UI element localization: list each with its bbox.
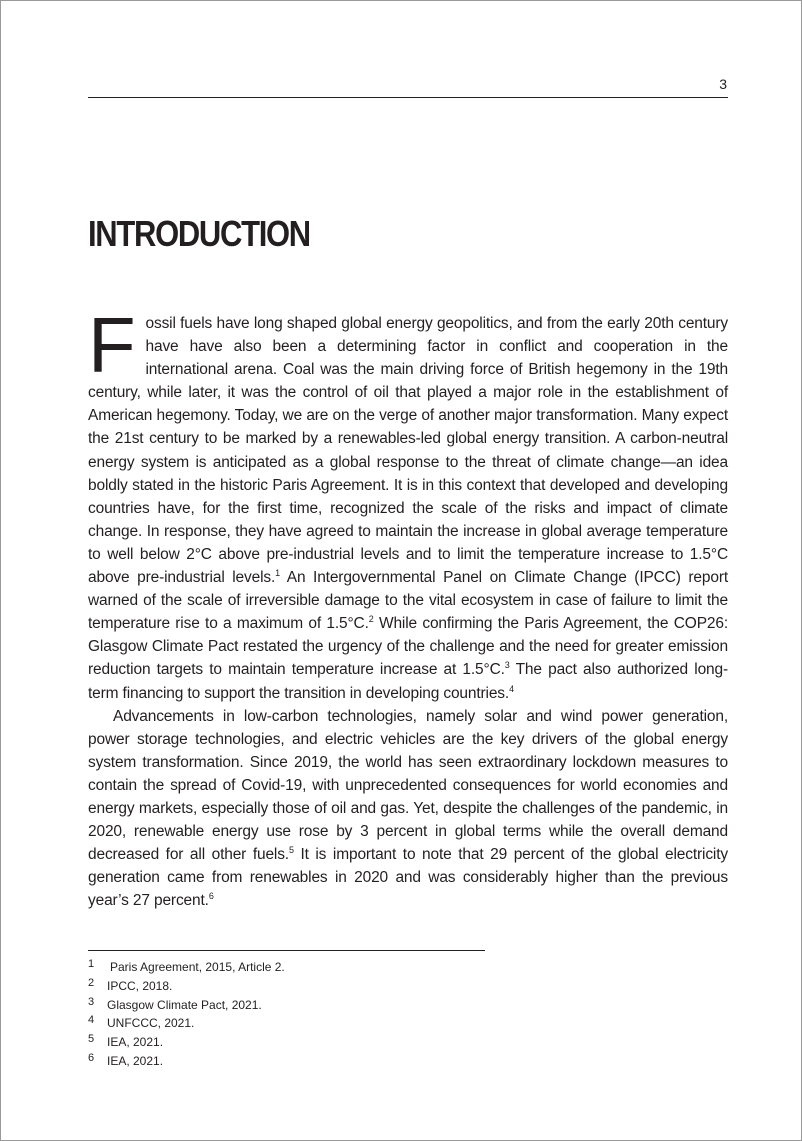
footnote-rule xyxy=(88,950,485,951)
footnote-number: 6 xyxy=(88,1051,95,1064)
paragraph-1-text: ossil fuels have long shaped global energy geopolitics, and from the early 20th century have have also been a determining factor in conflict and cooperation in the international arena. Coal was the main driving force of British hegemony in the 19th century, while later, it was the control of oil that played a major role in the establishment of American hegemony. Today, we are on the verge of another major transformation. Many expect the 21st century to be marked by a renewables-led global energy transition. A carbon-neutral energy system is anticipated as a global response to the threat of climate change—an idea boldly stated in the historic Paris Agreement. It is in this context that developed and developing countries have, for the first time, recognized the scale of the risks and impact of climate change. In response, they have agreed to maintain the increase in global average temperature to well below 2°C above pre-industrial levels and to limit the temperature increase to 1.5°C above pre-industrial levels. xyxy=(88,315,728,587)
paragraph-1-text-2: An Intergovernmental Panel on Climate Change (IPCC) report warned of the scale of irreversible damage to the vital ecosystem in case of failure to limit the temperature rise to a maximum of 1.5°C. xyxy=(88,569,728,633)
paragraph-1 xyxy=(88,301,728,705)
footnote-number: 4 xyxy=(88,1014,95,1027)
chapter-title: INTRODUCTION xyxy=(88,213,310,254)
header-rule xyxy=(88,97,728,98)
footnote-text: IEA, 2021. xyxy=(107,1035,164,1050)
footnote-text: Paris Agreement, 2015, Article 2. xyxy=(110,960,285,974)
page-number: 3 xyxy=(719,76,727,92)
footnote-ref-3[interactable]: 3 xyxy=(504,660,510,671)
footnote-ref-4[interactable]: 4 xyxy=(509,683,514,694)
footnote xyxy=(88,958,588,977)
drop-cap: F xyxy=(88,301,136,389)
footnote xyxy=(88,1052,588,1071)
footnote-number: 5 xyxy=(88,1033,95,1046)
footnote-text: UNFCCC, 2021. xyxy=(107,1016,195,1031)
footnote xyxy=(88,1014,588,1033)
footnote-text: IPCC, 2018. xyxy=(107,978,173,993)
paragraph-1-text-3: While confirming the Paris Agreement, the COP26: Glasgow Climate Pact restated the urgency of the challenge and the need for greater emission reduction targets to maintain temperature increase at 1.5°C. xyxy=(88,615,728,679)
footnote xyxy=(88,996,588,1015)
footnote-number: 2 xyxy=(88,976,95,989)
footnote-ref-5[interactable]: 5 xyxy=(288,845,294,856)
footnote-text: IEA, 2021. xyxy=(107,1053,164,1068)
footnote-ref-6[interactable]: 6 xyxy=(208,891,214,902)
footnote-text: Glasgow Climate Pact, 2021. xyxy=(107,997,262,1012)
footnote-ref-2[interactable]: 2 xyxy=(368,614,374,625)
footnote-number: 3 xyxy=(88,995,95,1008)
paragraph-2-text-2: It is important to note that 29 percent of the global electricity generation came from renewables in 2020 and was considerably higher than the previous year’s 27 percent. xyxy=(88,846,728,910)
footnotes xyxy=(88,958,588,1071)
footnote-number: 1 xyxy=(88,958,95,970)
paragraph-1-text-4: The pact also authorized long-term financing to support the transition in developing countries. xyxy=(88,661,728,702)
footnote xyxy=(88,977,588,996)
body-text xyxy=(88,301,728,912)
footnote-ref-1[interactable]: 1 xyxy=(275,568,280,579)
paragraph-2 xyxy=(88,705,728,913)
paragraph-2-text: Advancements in low-carbon technologies, namely solar and wind power generation, power storage technologies, and electric vehicles are the key drivers of the global energy system transformation. Since 2019, the world has seen extraordinary lockdown measures to contain the spread of Covid-19, with unprecedented consequences for world economies and energy markets, especially those of oil and gas. Yet, despite the challenges of the pandemic, in 2020, renewable energy use rose by 3 percent in global terms while the overall demand decreased for all other fuels. xyxy=(88,707,728,864)
footnote xyxy=(88,1033,588,1052)
